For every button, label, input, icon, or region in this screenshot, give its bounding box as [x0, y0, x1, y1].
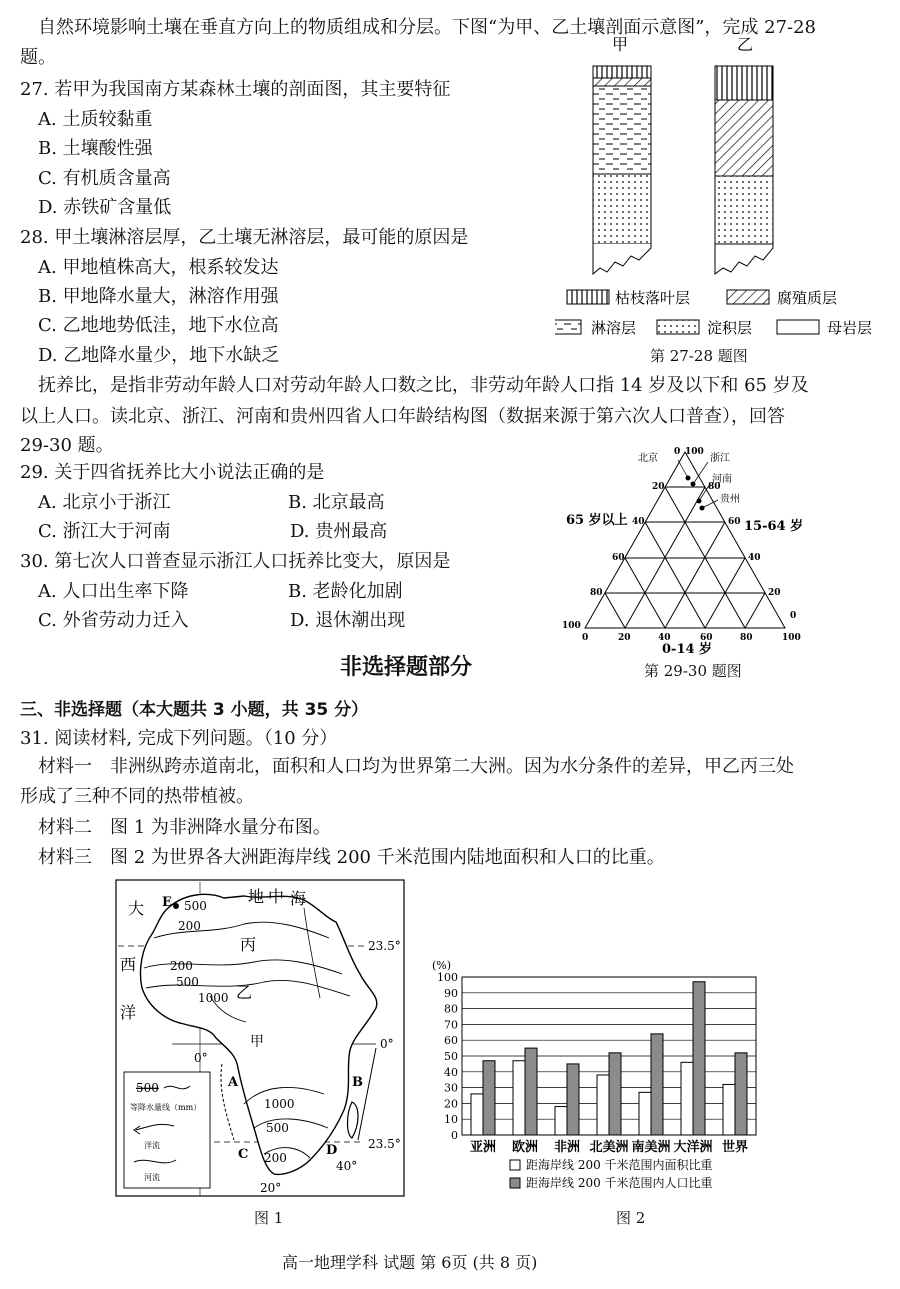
section-heading: 非选择题部分 [340, 655, 473, 680]
label-beijing: 北京 [638, 453, 658, 464]
chart-y-tick-label: 60 [444, 1034, 458, 1048]
triangle-figure-caption: 第 29-30 题图 [644, 662, 742, 680]
chart-figure-caption: 图 2 [616, 1209, 646, 1227]
bar-area-share [639, 1092, 651, 1135]
chart-y-tick-label: 90 [444, 986, 458, 1000]
soil-legend-parent-rock: 母岩层 [827, 319, 873, 337]
bottom-tick-60: 60 [700, 633, 713, 643]
intro-29-30-line2: 以上人口。读北京、浙江、河南和贵州四省人口年龄结构图（数据来源于第六次人口普查），回答 [20, 406, 785, 427]
chart-x-label: 世界 [721, 1140, 749, 1155]
right-tick-20: 20 [768, 588, 781, 598]
q30-stem: 30. 第七次人口普查显示浙江人口抚养比变大，原因是 [20, 551, 451, 572]
q28-option-d: D. 乙地降水量少，地下水缺乏 [38, 345, 280, 366]
bottom-tick-40: 40 [658, 633, 671, 643]
left-tick-20: 20 [652, 482, 665, 492]
map-label-a: A [228, 1075, 239, 1090]
map-lat-south: 23.5° [368, 1137, 401, 1151]
chart-x-label: 北美洲 [589, 1140, 629, 1155]
chart-y-ticks [437, 971, 458, 1142]
map-ocean-char-1: 大 [128, 899, 145, 918]
map-label-bing: 丙 [240, 935, 257, 954]
africa-precipitation-map [114, 878, 406, 1198]
q30-option-c: C. 外省劳动力迁入 [38, 610, 189, 631]
q29-option-d: D. 贵州最高 [290, 521, 388, 542]
bottom-tick-20: 20 [618, 633, 631, 643]
label-zhejiang: 浙江 [710, 453, 730, 464]
page-footer: 高一地理学科 试题 第 6页 (共 8 页) [282, 1253, 538, 1272]
intro-27-28-line2: 题。 [20, 47, 56, 68]
soil-column-yi [715, 66, 773, 274]
soil-legend-eluvial: 淋溶层 [591, 319, 637, 337]
q31-material1-line2: 形成了三种不同的热带植被。 [20, 786, 254, 807]
legend-swatch-area [510, 1160, 520, 1170]
left-tick-80: 80 [590, 588, 603, 598]
q28-option-c: C. 乙地地势低洼，地下水位高 [38, 315, 279, 336]
soil-figure-caption: 第 27-28 题图 [650, 347, 748, 365]
q29-option-b: B. 北京最高 [288, 492, 385, 513]
legend-current-label: 洋流 [144, 1141, 160, 1150]
legend-river-label: 河流 [144, 1173, 160, 1182]
map-lat-north: 23.5° [368, 939, 401, 953]
isohyet-label-500-south: 500 [266, 1121, 289, 1135]
legend-label-population: 距海岸线 200 千米范围内人口比重 [526, 1176, 713, 1190]
isohyet-label-200-north: 200 [178, 919, 201, 933]
q31-material1-line1: 材料一 非洲纵跨赤道南北，面积和人口均为世界第二大洲。因为水分条件的差异，甲乙丙三处 [38, 756, 794, 777]
age-structure-triangle [560, 440, 810, 655]
chart-y-tick-label: 70 [444, 1018, 458, 1032]
axis-label-65-plus: 65 岁以上 [566, 513, 628, 528]
q27-option-c: C. 有机质含量高 [38, 168, 171, 189]
bar-population-share [609, 1053, 621, 1135]
label-guizhou: 贵州 [720, 494, 740, 505]
chart-x-labels [470, 1139, 748, 1155]
map-sea-char-2: 中 [268, 887, 285, 906]
coastal-bar-chart [428, 955, 768, 1200]
bar-population-share [693, 982, 705, 1135]
axis-label-0-14: 0-14 岁 [662, 642, 713, 655]
q30-option-b: B. 老龄化加剧 [288, 581, 403, 602]
legend-isohyet-label: 等降水量线（mm） [130, 1103, 202, 1112]
chart-y-tick-label: 0 [451, 1129, 458, 1142]
axis-label-15-64: 15-64 岁 [744, 519, 804, 534]
chart-bars [471, 982, 747, 1135]
bar-area-share [471, 1094, 483, 1135]
soil-legend [555, 289, 872, 337]
left-tick-60: 60 [612, 553, 625, 563]
map-label-yi: 乙 [236, 983, 253, 1002]
bar-population-share [651, 1034, 663, 1135]
right-tick-60: 60 [728, 517, 741, 527]
map-label-c: C [238, 1147, 249, 1162]
map-label-jia: 甲 [250, 1034, 264, 1050]
chart-y-tick-label: 40 [444, 1065, 458, 1079]
soil-legend-humus: 腐殖质层 [777, 289, 838, 307]
legend-swatch-population [510, 1178, 520, 1188]
isohyet-label-200-south: 200 [264, 1151, 287, 1165]
soil-legend-litter: 枯枝落叶层 [615, 289, 691, 307]
map-label-b: B [352, 1075, 363, 1090]
isohyet-label-1000-south: 1000 [264, 1097, 295, 1111]
map-label-d: D [326, 1143, 338, 1158]
bar-area-share [681, 1062, 693, 1135]
chart-y-tick-label: 20 [444, 1097, 458, 1111]
q27-option-a: A. 土质较黏重 [38, 109, 153, 130]
bar-population-share [735, 1053, 747, 1135]
legend-isohyet-sample: 500 [136, 1081, 159, 1095]
map-label-e: E [162, 895, 172, 910]
right-tick-40: 40 [748, 553, 761, 563]
q27-option-b: B. 土壤酸性强 [38, 138, 153, 159]
bar-population-share [567, 1064, 579, 1135]
q31-stem: 31. 阅读材料, 完成下列问题。（10 分） [20, 728, 338, 749]
soil-label-jia: 甲 [611, 36, 629, 54]
q28-stem: 28. 甲土壤淋溶层厚，乙土壤无淋溶层，最可能的原因是 [20, 227, 469, 248]
intro-29-30-line1: 抚养比，是指非劳动年龄人口对劳动年龄人口数之比，非劳动年龄人口指 14 岁及以下和 65 岁及 [38, 375, 809, 396]
soil-column-jia [593, 66, 651, 274]
q30-option-a: A. 人口出生率下降 [38, 581, 189, 602]
map-lat-equator: 0° [380, 1037, 394, 1051]
bar-area-share [555, 1107, 567, 1135]
bar-population-share [525, 1048, 537, 1135]
left-tick-100: 100 [562, 621, 581, 631]
map-ocean-char-2: 西 [120, 955, 137, 974]
map-sea-char-3: 海 [290, 889, 307, 908]
chart-y-tick-label: 30 [444, 1081, 458, 1095]
intro-29-30-line3: 29-30 题。 [20, 435, 114, 456]
chart-x-label: 南美洲 [631, 1140, 671, 1155]
map-lon-20: 20° [260, 1181, 282, 1195]
right-tick-0: 0 [790, 611, 797, 621]
q27-stem: 27. 若甲为我国南方某森林土壤的剖面图，其主要特征 [20, 79, 451, 100]
part3-heading: 三、非选择题（本大题共 3 小题，共 35 分） [20, 700, 369, 720]
chart-x-label: 欧洲 [511, 1140, 539, 1155]
map-lon-40: 40° [336, 1159, 358, 1173]
bar-area-share [513, 1061, 525, 1135]
bottom-tick-100: 100 [782, 633, 801, 643]
triangle-grid [585, 452, 785, 628]
chart-y-tick-label: 50 [444, 1050, 458, 1063]
isohyet-label-500-north: 500 [184, 899, 207, 913]
q29-stem: 29. 关于四省抚养比大小说法正确的是 [20, 462, 325, 483]
right-tick-80: 80 [708, 482, 721, 492]
chart-x-label: 大洋洲 [673, 1140, 713, 1155]
isohyet-label-500-west: 500 [176, 975, 199, 989]
soil-legend-illuvial: 淀积层 [707, 319, 753, 337]
bar-population-share [483, 1061, 495, 1135]
map-sea-char-1: 地 [248, 887, 265, 906]
map-legend [124, 1072, 210, 1188]
q27-option-d: D. 赤铁矿含量低 [38, 197, 172, 218]
legend-label-area: 距海岸线 200 千米范围内面积比重 [526, 1158, 713, 1172]
intro-27-28-line1: 自然环境影响土壤在垂直方向上的物质组成和分层。下图“为甲、乙土壤剖面示意图”，完成 27-28 [38, 17, 817, 38]
label-henan: 河南 [712, 474, 732, 485]
chart-y-unit: (%) [432, 959, 452, 972]
q28-option-b: B. 甲地降水量大，淋溶作用强 [38, 286, 279, 307]
left-tick-0: 0 [674, 447, 681, 457]
chart-y-tick-label: 80 [444, 1002, 458, 1016]
q29-option-a: A. 北京小于浙江 [38, 492, 171, 513]
soil-profile-figure [555, 36, 885, 366]
chart-y-tick-label: 100 [437, 971, 458, 984]
map-lon-zero: 0° [194, 1051, 208, 1065]
bar-area-share [723, 1084, 735, 1135]
map-figure-caption: 图 1 [254, 1209, 284, 1227]
isohyet-label-200-west: 200 [170, 959, 193, 973]
q28-option-a: A. 甲地植株高大，根系较发达 [38, 257, 279, 278]
chart-x-label: 非洲 [553, 1140, 581, 1155]
isohyet-label-1000-west: 1000 [198, 991, 229, 1005]
q31-material2: 材料二 图 1 为非洲降水量分布图。 [38, 817, 331, 838]
q30-option-d: D. 退休潮出现 [290, 610, 406, 631]
bar-area-share [597, 1075, 609, 1135]
right-tick-100: 100 [685, 447, 704, 457]
chart-y-tick-label: 10 [444, 1113, 458, 1127]
map-ocean-char-3: 洋 [120, 1003, 137, 1022]
q31-material3: 材料三 图 2 为世界各大洲距海岸线 200 千米范围内陆地面积和人口的比重。 [38, 847, 665, 868]
soil-label-yi: 乙 [736, 36, 754, 54]
left-tick-40: 40 [632, 517, 645, 527]
bottom-tick-80: 80 [740, 633, 753, 643]
q29-option-c: C. 浙江大于河南 [38, 521, 171, 542]
chart-x-label: 亚洲 [469, 1140, 497, 1155]
bottom-tick-0: 0 [582, 633, 589, 643]
